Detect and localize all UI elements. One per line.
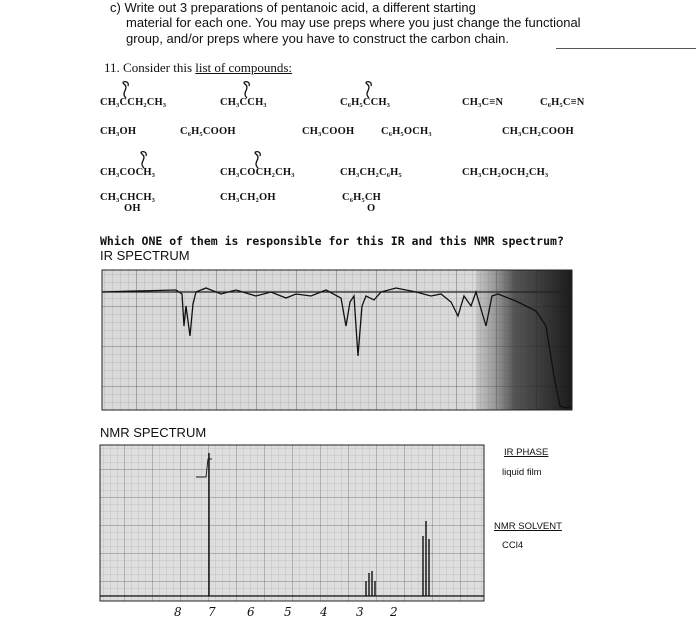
- compound-acetone: CH₃CCH₃: [220, 97, 267, 108]
- compound-methyl-acetate: CH₃COCH₃: [100, 167, 156, 178]
- prompt-line-2: material for each one. You may use preps where you just change the functional: [126, 15, 581, 30]
- ir-bottom-scale-2: ~~~: [401, 408, 414, 414]
- ir-dark-region: [476, 270, 572, 410]
- ppm-tick-6: 6: [247, 605, 255, 619]
- ir-phase-label: IR PHASE: [504, 447, 549, 458]
- ppm-tick-3: 3: [356, 605, 364, 619]
- compound-acetophenone: C₆H₅CCH₃: [340, 97, 391, 108]
- ppm-tick-5: 5: [284, 605, 292, 619]
- compound-benzonitrile: C₆H₅C≡N: [540, 97, 585, 108]
- carbonyl-o-1: [123, 82, 128, 98]
- compound-butanone: CH₃CCH₂CH₃: [100, 97, 167, 108]
- compound-ethanol: CH₃CH₂OH: [220, 192, 276, 203]
- ppm-tick-7: 7: [208, 605, 216, 619]
- compound-anisole: C₆H₅OCH₃: [381, 126, 432, 137]
- compound-ethylbenzene: CH₃CH₂C₆H₅: [340, 167, 402, 178]
- compound-propanoic-acid: CH₃CH₂COOH: [502, 126, 574, 137]
- ppm-tick-8: 8: [174, 605, 182, 619]
- hydroxyl-label: OH: [124, 203, 141, 214]
- compounds-link: list of compounds:: [195, 60, 293, 75]
- nmr-title: NMR SPECTRUM: [100, 425, 207, 440]
- ir-phase-value: liquid film: [502, 467, 542, 478]
- compound-benzoic-acid: C₆H₅COOH: [180, 126, 236, 137]
- compound-isopropanol: CH₃CHCH₃: [100, 192, 156, 203]
- compound-ethyl-acetate: CH₃COCH₂CH₃: [220, 167, 295, 178]
- ppm-tick-2: 2: [390, 605, 398, 619]
- ir-spectrum: [96, 266, 578, 416]
- nmr-solvent-label: NMR SOLVENT: [494, 521, 562, 532]
- compound-methanol: CH₃OH: [100, 126, 137, 137]
- compound-benzaldehyde: C₆H₅CH: [342, 192, 381, 203]
- question-text: Consider this: [123, 60, 196, 75]
- divider-line: [556, 48, 696, 49]
- carbonyl-o-2: [244, 82, 249, 98]
- ir-title: IR SPECTRUM: [100, 248, 190, 263]
- question-11: [104, 60, 292, 76]
- carbonyl-marks: [100, 80, 580, 102]
- prompt-line-1: c) Write out 3 preparations of pentanoic acid, a different starting: [110, 0, 476, 15]
- nmr-spectrum: [96, 441, 488, 611]
- prompt-line-3: group, and/or preps where you have to construct the carbon chain.: [126, 31, 510, 46]
- nmr-solvent-value: CCl4: [502, 540, 524, 551]
- compound-acetic-acid: CH₃COOH: [302, 126, 355, 137]
- aldehyde-oxygen: O: [367, 203, 376, 214]
- carbonyl-o-5: [255, 152, 260, 168]
- compound-acetonitrile: CH₃C≡N: [462, 97, 504, 108]
- ester-carbonyl-marks: [100, 150, 320, 172]
- ppm-tick-4: 4: [320, 605, 328, 619]
- compound-diethyl-ether: CH₃CH₂OCH₂CH₃: [462, 167, 549, 178]
- question-number: 11.: [104, 60, 120, 75]
- carbonyl-o-3: [366, 82, 371, 98]
- ir-bottom-scale: ~~~: [176, 408, 189, 414]
- which-question: Which ONE of them is responsible for this IR and this NMR spectrum?: [100, 234, 564, 248]
- carbonyl-o-4: [141, 152, 146, 168]
